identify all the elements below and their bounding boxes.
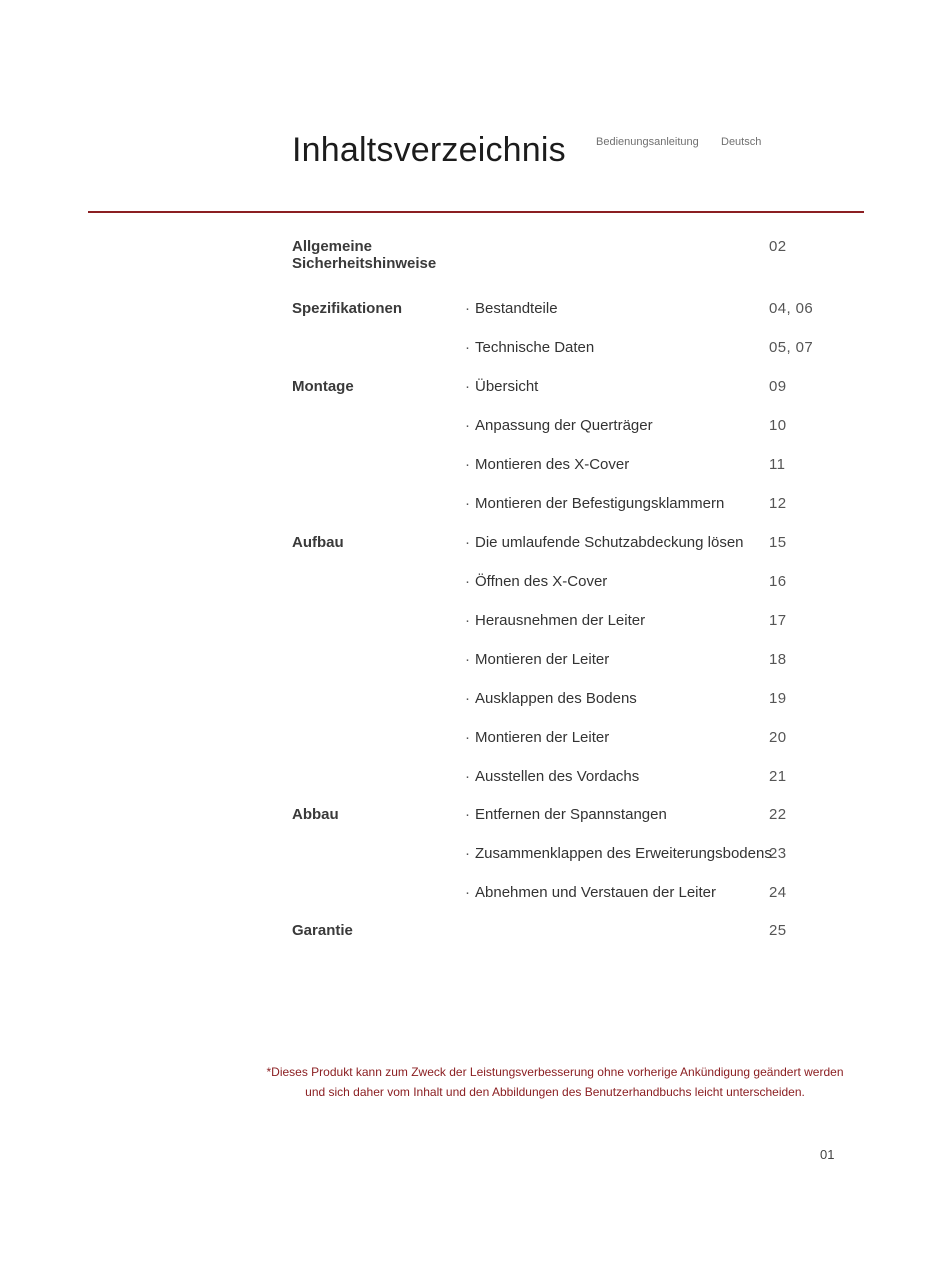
header-divider bbox=[88, 211, 864, 213]
toc-section-heading: Abbau bbox=[292, 806, 339, 823]
toc-entry-label: Herausnehmen der Leiter bbox=[475, 612, 646, 629]
toc-entry[interactable] bbox=[465, 495, 760, 512]
toc-page-number: 19 bbox=[769, 690, 787, 707]
bullet-icon: · bbox=[465, 768, 470, 785]
bullet-icon: · bbox=[465, 495, 470, 512]
toc-entry[interactable] bbox=[465, 690, 760, 707]
toc-entry-label: Montieren der Leiter bbox=[475, 651, 610, 668]
toc-entry-label: Ausstellen des Vordachs bbox=[475, 768, 640, 785]
toc-entry[interactable] bbox=[465, 456, 760, 473]
toc-entry-label: Zusammenklappen des Erweiterungsbodens bbox=[475, 845, 772, 862]
toc-row bbox=[0, 573, 950, 593]
toc-entry[interactable] bbox=[465, 612, 760, 629]
bullet-icon: · bbox=[465, 845, 470, 862]
bullet-icon: · bbox=[465, 456, 470, 473]
toc-page-number: 18 bbox=[769, 651, 787, 668]
toc-page-number: 24 bbox=[769, 884, 787, 901]
toc-page-number: 25 bbox=[769, 922, 787, 939]
toc-page-number: 21 bbox=[769, 768, 787, 785]
page-title: Inhaltsverzeichnis bbox=[292, 131, 566, 169]
bullet-icon: · bbox=[465, 339, 470, 356]
toc-section-heading: Spezifikationen bbox=[292, 300, 403, 317]
toc-entry[interactable] bbox=[465, 534, 760, 551]
toc-page-number: 11 bbox=[769, 456, 786, 473]
toc-entry[interactable] bbox=[465, 573, 760, 590]
bullet-icon: · bbox=[465, 612, 470, 629]
toc-row bbox=[0, 534, 950, 554]
toc-row bbox=[0, 378, 950, 398]
toc-page-number: 12 bbox=[769, 495, 787, 512]
toc-row bbox=[0, 806, 950, 826]
bullet-icon: · bbox=[465, 690, 470, 707]
toc-section-heading: Allgemeine Sicherheitshinweise bbox=[292, 238, 437, 272]
toc-entry-label: Abnehmen und Verstauen der Leiter bbox=[475, 884, 717, 901]
toc-row bbox=[0, 417, 950, 437]
toc-entry-label: Montieren des X-Cover bbox=[475, 456, 630, 473]
toc-row bbox=[0, 922, 950, 942]
toc-row bbox=[0, 729, 950, 749]
manual-label: Bedienungsanleitung bbox=[596, 136, 699, 148]
toc-row bbox=[0, 339, 950, 359]
toc-page-number: 17 bbox=[769, 612, 787, 629]
bullet-icon: · bbox=[465, 534, 470, 551]
toc-row bbox=[0, 845, 950, 865]
toc-entry[interactable] bbox=[465, 339, 760, 356]
toc-page-number: 23 bbox=[769, 845, 787, 862]
toc-entry-label: Entfernen der Spannstangen bbox=[475, 806, 667, 823]
bullet-icon: · bbox=[465, 651, 470, 668]
toc-entry-label: Anpassung der Querträger bbox=[475, 417, 653, 434]
toc-entry-label: Die umlaufende Schutzabdeckung lösen bbox=[475, 534, 744, 551]
toc-entry-label: Montieren der Leiter bbox=[475, 729, 610, 746]
toc-entry-label: Bestandteile bbox=[475, 300, 558, 317]
toc-page-number: 20 bbox=[769, 729, 787, 746]
toc-entry-label: Technische Daten bbox=[475, 339, 595, 356]
toc-row bbox=[0, 884, 950, 904]
toc-page-number: 16 bbox=[769, 573, 787, 590]
bullet-icon: · bbox=[465, 884, 470, 901]
toc-page-number: 04, 06 bbox=[769, 300, 814, 317]
toc-entry[interactable] bbox=[465, 378, 760, 395]
toc-row bbox=[0, 456, 950, 476]
toc-entry[interactable] bbox=[465, 417, 760, 434]
toc-section-heading: Montage bbox=[292, 378, 354, 395]
toc-entry-label: Ausklappen des Bodens bbox=[475, 690, 637, 707]
toc-entry[interactable] bbox=[465, 884, 760, 901]
toc-section-heading: Garantie bbox=[292, 922, 353, 939]
toc-entry[interactable] bbox=[465, 806, 760, 823]
bullet-icon: · bbox=[465, 417, 470, 434]
page-number: 01 bbox=[820, 1147, 835, 1162]
bullet-icon: · bbox=[465, 729, 470, 746]
toc-row bbox=[0, 768, 950, 788]
toc-entry[interactable] bbox=[465, 768, 760, 785]
toc-page-number: 10 bbox=[769, 417, 787, 434]
toc-entry-label: Übersicht bbox=[475, 378, 539, 395]
language-label: Deutsch bbox=[721, 136, 762, 148]
toc-entry[interactable] bbox=[465, 300, 760, 317]
toc-row bbox=[0, 690, 950, 710]
toc-page-number: 02 bbox=[769, 238, 787, 255]
toc-row bbox=[0, 238, 950, 272]
toc-section-heading: Aufbau bbox=[292, 534, 344, 551]
toc-row bbox=[0, 651, 950, 671]
toc-entry[interactable] bbox=[465, 845, 772, 862]
toc-entry[interactable] bbox=[465, 651, 760, 668]
toc-entry[interactable] bbox=[465, 729, 760, 746]
bullet-icon: · bbox=[465, 378, 470, 395]
bullet-icon: · bbox=[465, 300, 470, 317]
toc-row bbox=[0, 612, 950, 632]
toc-row bbox=[0, 495, 950, 515]
toc-entry-label: Montieren der Befestigungsklammern bbox=[475, 495, 725, 512]
toc-page-number: 22 bbox=[769, 806, 787, 823]
toc-row bbox=[0, 300, 950, 320]
toc-entry-label: Öffnen des X-Cover bbox=[475, 573, 608, 590]
bullet-icon: · bbox=[465, 573, 470, 590]
toc-page-number: 15 bbox=[769, 534, 787, 551]
toc-page-number: 09 bbox=[769, 378, 787, 395]
disclaimer-footnote: *Dieses Produkt kann zum Zweck der Leistungsverbesserung ohne vorherige Ankündigung geändert werden und sich daher vom Inhalt und den Abbildungen des Benutzerhandbuchs leicht unterscheiden. bbox=[266, 1065, 844, 1099]
toc-page-number: 05, 07 bbox=[769, 339, 814, 356]
bullet-icon: · bbox=[465, 806, 470, 823]
